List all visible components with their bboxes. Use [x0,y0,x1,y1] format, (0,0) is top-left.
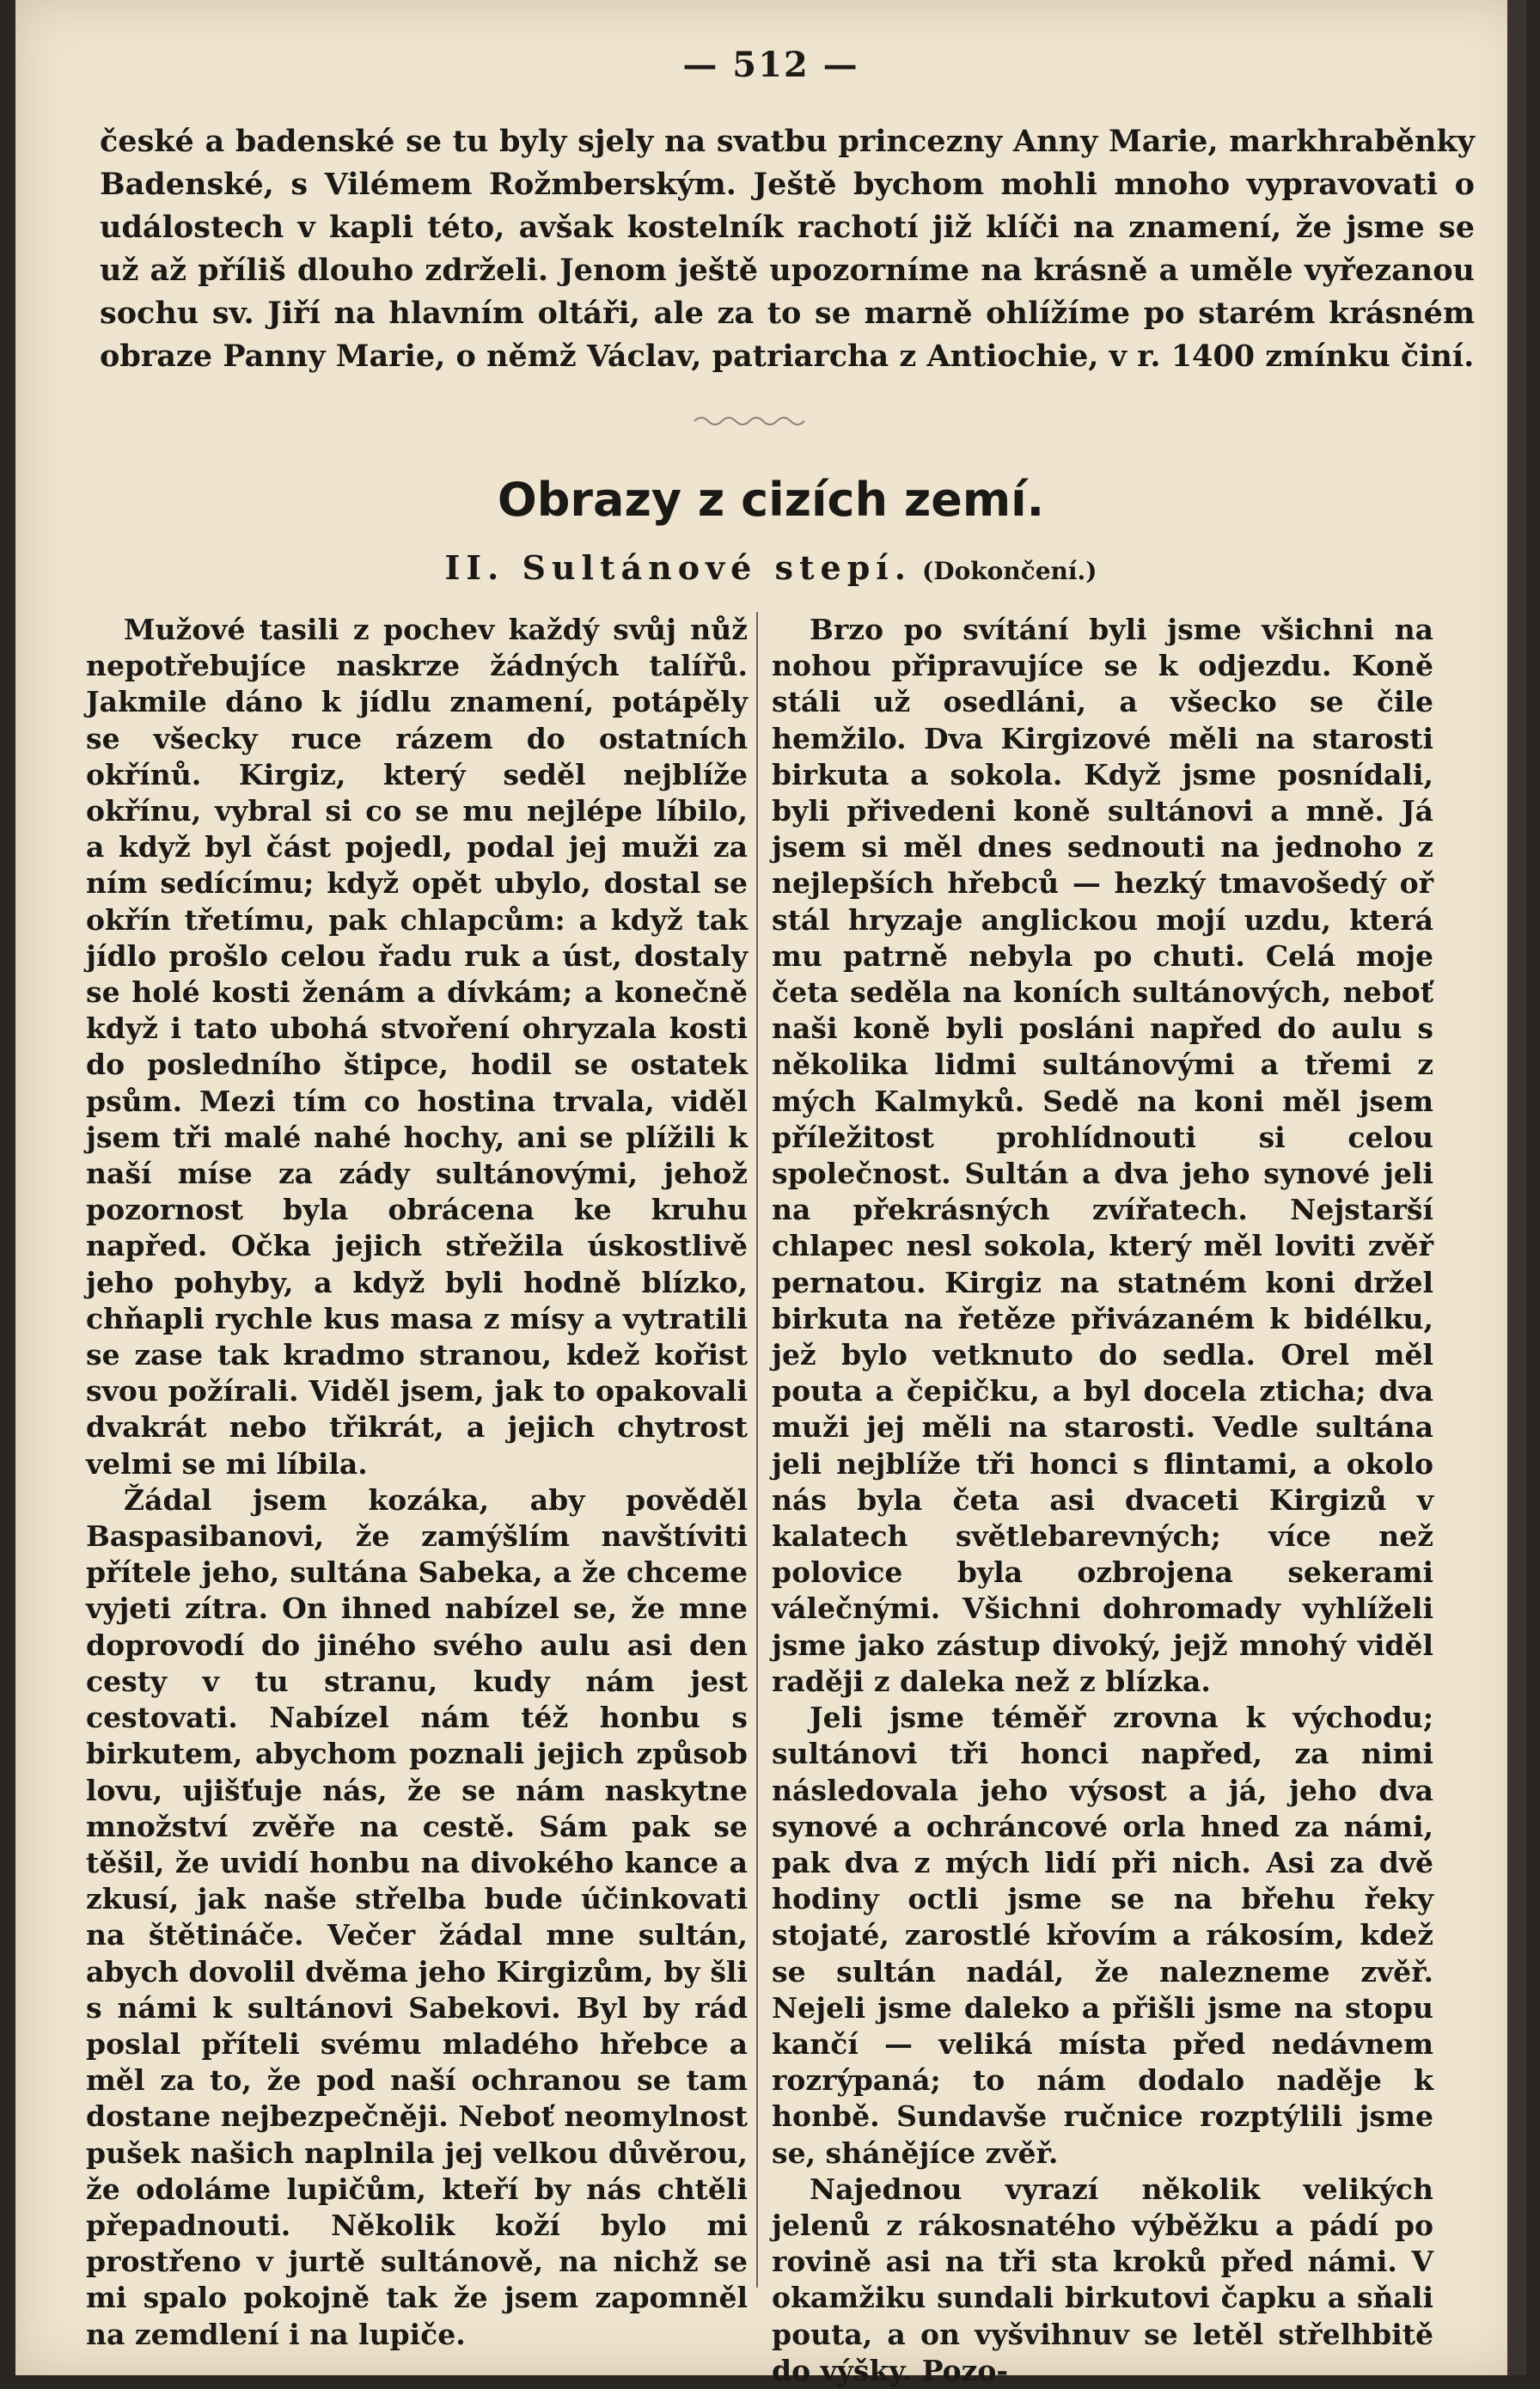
right-paragraph-3: Najednou vyrazí několik velikých jelenů z rákosnatého výběžku a pádí po rovině asi na tři sta kroků před námi. V okamžiku sundali birkutovi čapku a sňali pouta, a on vyšvihnuv se letěl střelhbitě do výšky. Pozo- [772,2172,1433,2387]
page-edge-shadow [1507,0,1526,2375]
subtitle-text: II. Sultánové stepí. [444,548,912,587]
section-title: Obrazy z cizích zemí. [497,473,1045,527]
article-subtitle [15,548,1526,587]
right-paragraph-2: Jeli jsme téměř zrovna k východu; sultánovi tři honci napřed, za nimi následovala jeho výsost a já, jeho dva synové a ochráncové orla hned za námi, pak dva z mých lidí při nich. Asi za dvě hodiny octli jsme se na břehu řeky stojaté, zarostlé křovím a rákosím, kdež se sultán nadál, že nalezneme zvěř. Nejeli jsme daleko a přišli jsme na stopu kančí — veliká místa před nedávnem rozrýpaná; to nám dodalo naděje k honbě. Sundavše ručnice rozptýlili jsme se, shánějíce zvěř. [772,1701,1433,2170]
left-column [86,612,748,2353]
scanned-page [15,0,1526,2387]
intro-text: české a badenské se tu byly sjely na svatbu princezny Anny Marie, markhraběnky Badenské, s Vilémem Rožmberským. Ještě bychom mohli mnoho vypravovati o událostech v kapli této, avšak kostelník rachotí již klíči na znamení, že jsme se už až příliš dlouho zdrželi. Jenom ještě upozorníme na krásně a uměle vyřezanou sochu sv. Jiří na hlavním oltáři, ale za to se marně ohlížíme po starém krásném obraze Panny Marie, o němž Václav, patriarcha z Antiochie, v r. 1400 zmínku činí. [100,124,1475,374]
right-paragraph-1: Brzo po svítání byli jsme všichni na nohou připravujíce se k odjezdu. Koně stáli už osedláni, a všecko se čile hemžilo. Dva Kirgizové měli na starosti birkuta a sokola. Když jsme posnídali, byli přivedeni koně sultánovi a mně. Já jsem si měl dnes sednouti na jednoho z nejlepších hřebců — hezký tmavošedý oř stál hryzaje anglickou mojí uzdu, která mu patrně nebyla po chuti. Celá moje četa seděla na koních sultánových, neboť naši koně byli posláni napřed do aulu s několika lidmi sultánovými a třemi z mých Kalmyků. Sedě na koni měl jsem příležitost prohlídnouti si celou společnost. Sultán a dva jeho synové jeli na překrásných zvířatech. Nejstarší chlapec nesl sokola, který měl loviti zvěř pernatou. Kirgiz na statném koni držel birkuta na řetěze přivázaném k bidélku, jež bylo vetknuto do sedla. Orel měl pouta a čepičku, a byl docela zticha; dva muži jej měli na starosti. Vedle sultána jeli nejblíže tři honci s flintami, a okolo nás byla četa asi dvaceti Kirgizů v kalatech světlebarevných; více než polovice byla ozbrojena sekerami válečnými. Všichni dohromady vyhlíželi jsme jako zástup divoký, jejž mnohý viděl raději z daleka než z blízka. [772,613,1433,1698]
continuation-note: (Dokončení.) [922,557,1097,585]
page-number: — 512 — [682,45,859,85]
right-column [772,612,1433,2389]
left-paragraph-1: Mužové tasili z pochev každý svůj nůž nepotřebujíce naskrze žádných talířů. Jakmile dáno k jídlu znamení, potápěly se všecky ruce rázem do ostatních okřínů. Kirgiz, který seděl nejblíže okřínu, vybral si co se mu nejlépe líbilo, a když byl část pojedl, podal jej muži za ním sedícímu; když opět ubylo, dostal se okřín třetímu, pak chlapcům: a když tak jídlo prošlo celou řadu ruk a úst, dostaly se holé kosti ženám a dívkám; a konečně když i tato ubohá stvoření ohryzala kosti do posledního štipce, hodil se ostatek psům. Mezi tím co hostina trvala, viděl jsem tři malé nahé hochy, ani se plížili k naší míse za zády sultánovými, jehož pozornost byla obrácena ke kruhu napřed. Očka jejich střežila úskostlivě jeho pohyby, a když byli hodně blízko, chňapli rychle kus masa z mísy a vytratili se zase tak kradmo stranou, kdež kořist svou požírali. Viděl jsem, jak to opakovali dvakrát nebo třikrát, a jejich chytrost velmi se mi líbila. [86,613,748,1481]
left-paragraph-2: Žádal jsem kozáka, aby pověděl Baspasibanovi, že zamýšlím navštíviti přítele jeho, sultána Sabeka, a že chceme vyjeti zítra. On ihned nabízel se, že mne doprovodí do jiného svého aulu asi den cesty v tu stranu, kudy nám jest cestovati. Nabízel nám též honbu s birkutem, abychom poznali jejich způsob lovu, ujišťuje nás, že se nám naskytne množství zvěře na cestě. Sám pak se těšil, že uvidí honbu na divokého kance a zkusí, jak naše střelba bude účinkovati na štětináče. Večer žádal mne sultán, abych dovolil dvěma jeho Kirgizům, by šli s námi k sultánovi Sabekovi. Byl by rád poslal příteli svému mladého hřebce a měl za to, že pod naší ochranou se tam dostane nejbezpečněji. Neboť neomylnost pušek našich naplnila jej velkou důvěrou, že odoláme lupičům, kteří by nás chtěli přepadnouti. Několik koží bylo mi prostřeno v jurtě sultánově, na nichž se mi spalo pokojně tak že jsem zapomněl na zemdlení i na lupiče. [86,1482,748,2351]
wavy-ornament-divider [694,412,806,430]
column-divider [756,612,758,2288]
intro-paragraph [100,120,1475,378]
